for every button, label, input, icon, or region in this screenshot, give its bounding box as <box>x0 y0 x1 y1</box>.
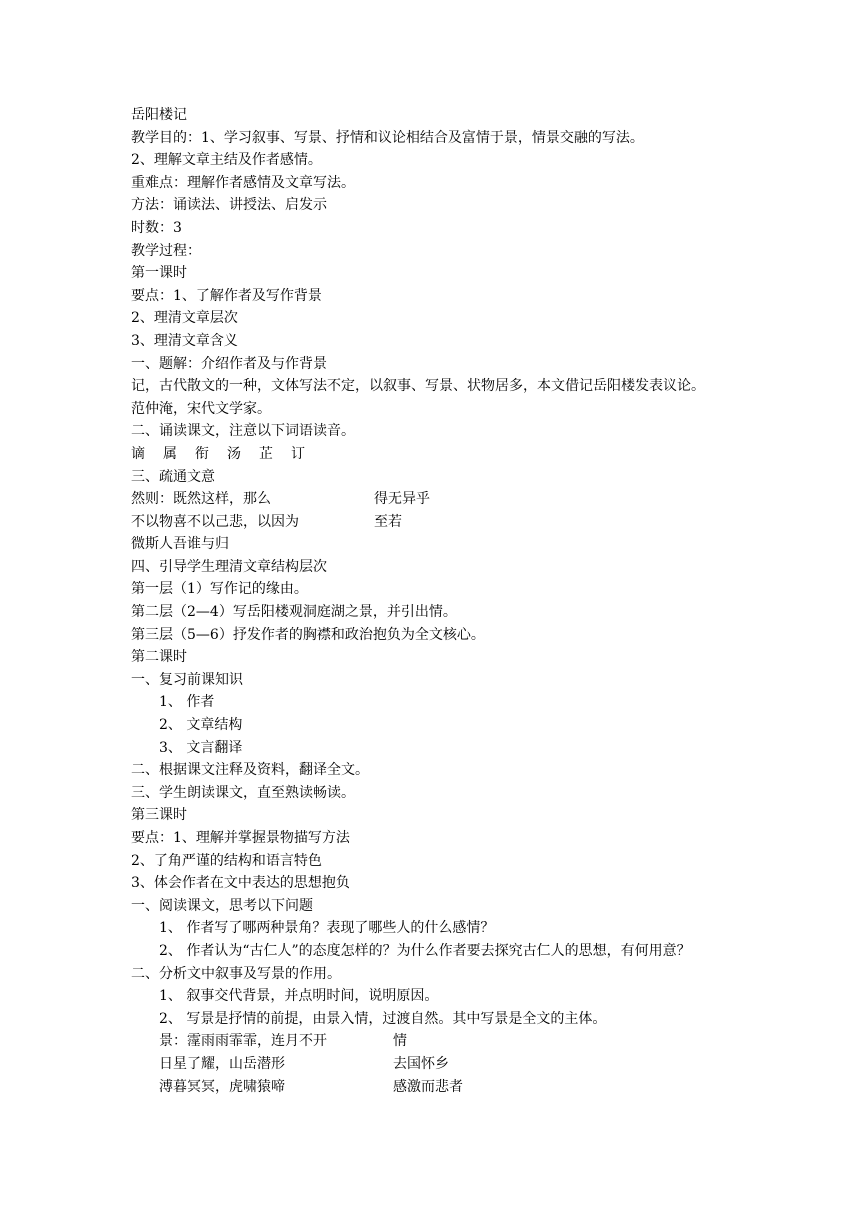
char-item: 衔 <box>195 445 209 462</box>
lesson2-item-2: 2、 文章结构 <box>159 717 243 734</box>
layer-2: 第二层（2—4）写岳阳楼观洞庭湖之景，并引出情。 <box>131 604 457 621</box>
char-item: 汤 <box>227 445 241 462</box>
teaching-goal: 教学目的：1、学习叙事、写景、抒情和议论相结合及富情于景，情景交融的写法。 <box>131 129 644 146</box>
scene-row-2 <box>131 1053 811 1076</box>
teaching-goal-2: 2、理解文章主结及作者感情。 <box>131 152 322 169</box>
lesson1-section3: 三、疏通文意 <box>131 468 215 485</box>
meaning-row-2 <box>131 511 811 534</box>
meaning-row-1 <box>131 488 811 511</box>
scene-right: 感激而悲者 <box>393 1078 463 1095</box>
scene-right: 情 <box>393 1033 407 1050</box>
meaning-left: 然则：既然这样，那么 <box>131 491 271 508</box>
lesson2-heading: 第二课时 <box>131 649 187 666</box>
meaning-right: 至若 <box>374 513 402 530</box>
scene-row-1 <box>131 1030 811 1053</box>
lesson3-heading: 第三课时 <box>131 807 187 824</box>
lesson3-answer-1: 1、 叙事交代背景，并点明时间，说明原因。 <box>159 988 439 1005</box>
key-difficulty: 重难点：理解作者感情及文章写法。 <box>131 174 355 191</box>
char-item: 谪 <box>131 445 145 462</box>
char-item: 订 <box>291 445 305 462</box>
layer-1: 第一层（1）写作记的缘由。 <box>131 581 308 598</box>
scene-left: 日星了耀，山岳潜形 <box>159 1055 285 1072</box>
class-hours: 时数：3 <box>131 219 182 236</box>
lesson1-points: 要点：1、了解作者及写作背景 <box>131 287 322 304</box>
char-item: 芷 <box>259 445 273 462</box>
document-page <box>131 104 811 1098</box>
lesson2-section1: 一、复习前课知识 <box>131 671 243 688</box>
doc-title: 岳阳楼记 <box>131 107 187 123</box>
char-item: 属 <box>163 445 177 462</box>
lesson3-point3: 3、体会作者在文中表达的思想抱负 <box>131 875 350 892</box>
lesson1-point3: 3、理清文章含义 <box>131 332 238 349</box>
lesson2-item-1: 1、 作者 <box>159 694 215 711</box>
scene-right: 去国怀乡 <box>393 1055 449 1072</box>
meaning-row-3: 微斯人吾谁与归 <box>131 536 229 553</box>
scene-left: 溥暮冥冥，虎啸猿啼 <box>159 1078 285 1095</box>
lesson2-section2: 二、根据课文注释及资料，翻译全文。 <box>131 762 369 779</box>
teaching-method: 方法：诵读法、讲授法、启发示 <box>131 197 327 214</box>
lesson3-question-2: 2、 作者认为“古仁人”的态度怎样的？为什么作者要去探究古仁人的思想，有何用意？ <box>159 942 691 959</box>
lesson2-item-3: 3、 文言翻译 <box>159 739 243 756</box>
meaning-left: 不以物喜不以己悲，以因为 <box>131 513 299 530</box>
lesson1-author: 范仲淹，宋代文学家。 <box>131 400 271 417</box>
meaning-right: 得无异乎 <box>374 491 430 508</box>
lesson3-answer-2: 2、 写景是抒情的前提，由景入情，过渡自然。其中写景是全文的主体。 <box>159 1010 607 1027</box>
lesson1-section1-text: 记，古代散文的一种，文体写法不定，以叙事、写景、状物居多，本文借记岳阳楼发表议论。 <box>131 378 705 395</box>
teaching-process: 教学过程： <box>131 242 201 259</box>
lesson1-section2: 二、诵读课文，注意以下词语读音。 <box>131 423 355 440</box>
lesson1-heading: 第一课时 <box>131 265 187 282</box>
lesson3-question-1: 1、 作者写了哪两种景角？表现了哪些人的什么感情？ <box>159 920 495 937</box>
layer-3: 第三层（5—6）抒发作者的胸襟和政治抱负为全文核心。 <box>131 626 485 643</box>
lesson3-section1: 一、阅读课文，思考以下问题 <box>131 897 313 914</box>
lesson1-section1: 一、题解：介绍作者及与作背景 <box>131 355 327 372</box>
lesson1-point2: 2、理清文章层次 <box>131 310 238 327</box>
scene-left: 景：霪雨雨霏霏，连月不开 <box>159 1033 327 1050</box>
lesson1-section4: 四、引导学生理清文章结构层次 <box>131 558 327 575</box>
lesson3-section2: 二、分析文中叙事及写景的作用。 <box>131 965 341 982</box>
lesson3-point2: 2、了角严谨的结构和语言特色 <box>131 852 322 869</box>
pronunciation-chars <box>131 443 811 466</box>
lesson2-section3: 三、学生朗读课文，直至熟读畅读。 <box>131 784 355 801</box>
scene-row-3 <box>131 1076 811 1099</box>
lesson3-points: 要点：1、理解并掌握景物描写方法 <box>131 830 350 846</box>
